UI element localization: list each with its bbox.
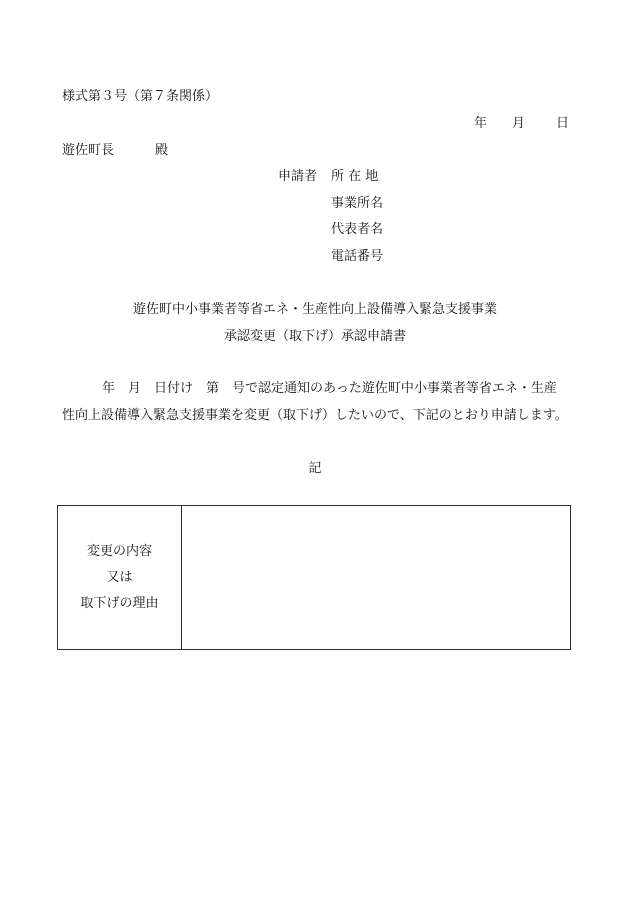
- document-title-line2: 承認変更（取下げ）承認申請書: [223, 329, 406, 344]
- form-label: 様式第３号（第７条関係）: [62, 89, 219, 104]
- reason-label-line3: 取下げの理由: [80, 595, 159, 611]
- date-month: 月: [512, 116, 526, 131]
- applicant-field-representative: 代表者名: [331, 222, 384, 237]
- reason-label-line1: 変更の内容: [86, 543, 152, 559]
- ki-heading: 記: [308, 461, 322, 476]
- addressee: [62, 143, 169, 159]
- reason-label-cell: [58, 506, 181, 649]
- applicant-field-office-name: 事業所名: [331, 196, 384, 211]
- body-text-line2: 性向上設備導入緊急支援事業を変更（取下げ）したいので、下記のとおり申請します。: [62, 408, 568, 423]
- body-text-line1: 年 月 日付け 第 号で認定通知のあった遊佐町中小事業者等省エネ・生産: [102, 381, 557, 396]
- document-title-line1: 遊佐町中小事業者等省エネ・生産性向上設備導入緊急支援事業: [132, 302, 497, 317]
- date-day: 日: [556, 116, 570, 131]
- applicant-label: 申請者: [278, 169, 318, 184]
- reason-value-cell[interactable]: [182, 506, 570, 649]
- reason-label-line2: 又は: [106, 569, 133, 585]
- date-year: 年: [474, 116, 488, 131]
- applicant-field-address: 所 在 地: [331, 169, 379, 184]
- reason-table: [57, 505, 571, 650]
- applicant-field-phone: 電話番号: [331, 249, 384, 264]
- addressee-name: 遊佐町長: [62, 143, 115, 158]
- addressee-honorific: 殿: [155, 143, 169, 158]
